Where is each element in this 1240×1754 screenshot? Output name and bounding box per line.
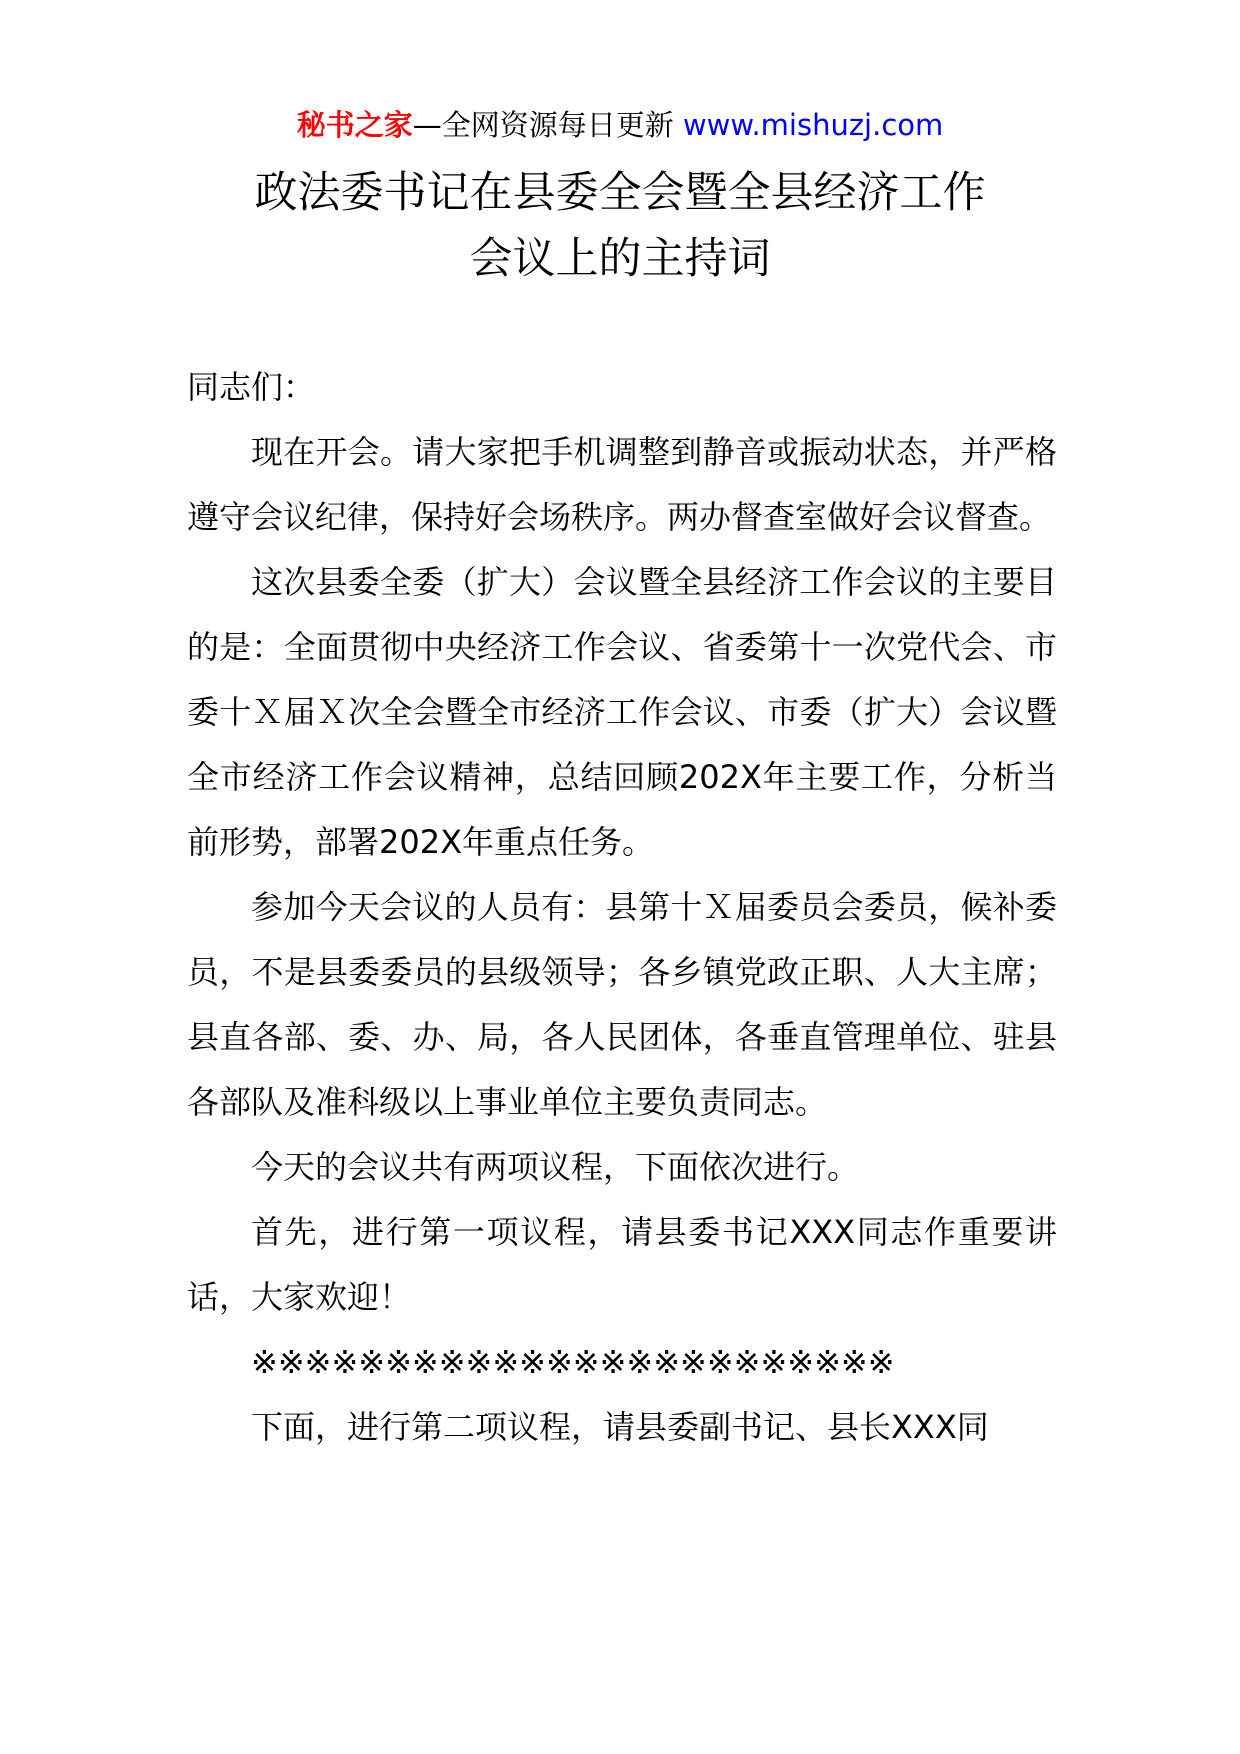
brand-name: 秘书之家 bbox=[296, 108, 413, 142]
paragraph: 首先，进行第一项议程，请县委书记XXX同志作重要讲话，大家欢迎！ bbox=[187, 1213, 1057, 1316]
document-title bbox=[0, 160, 1240, 292]
header-tagline: —全网资源每日更新 bbox=[412, 108, 683, 142]
paragraph: 现在开会。请大家把手机调整到静音或振动状态，并严格遵守会议纪律，保持好会场秩序。两办督查室做好会议督查。 bbox=[187, 433, 1057, 536]
paragraph: 参加今天会议的人员有：县第十Ｘ届委员会委员，候补委员，不是县委委员的县级领导；各乡镇党政正职、人大主席；县直各部、委、办、局，各人民团体，各垂直管理单位、驻县各部队及准科级以上事业单位主要负责同志。 bbox=[187, 888, 1057, 1121]
site-header bbox=[0, 100, 1240, 150]
paragraph: 下面，进行第二项议程，请县委副书记、县长XXX同 bbox=[251, 1408, 989, 1446]
salutation: 同志们： bbox=[187, 368, 316, 406]
title-line-1: 政法委书记在县委全会暨全县经济工作 bbox=[254, 168, 986, 218]
paragraph: 今天的会议共有两项议程，下面依次进行。 bbox=[251, 1148, 860, 1186]
site-url-link[interactable]: www.mishuzj.com bbox=[682, 108, 944, 142]
separator-line: ※※※※※※※※※※※※※※※※※※※※※※※※ bbox=[251, 1343, 895, 1381]
document-body bbox=[187, 355, 1057, 1460]
paragraph: 这次县委全委（扩大）会议暨全县经济工作会议的主要目的是：全面贯彻中央经济工作会议、省委第十一次党代会、市委十Ｘ届Ｘ次全会暨全市经济工作会议、市委（扩大）会议暨全市经济工作会议精神，总结回顾202X年主要工作，分析当前形势，部署202X年重点任务。 bbox=[187, 563, 1057, 861]
title-line-2: 会议上的主持词 bbox=[469, 234, 771, 284]
